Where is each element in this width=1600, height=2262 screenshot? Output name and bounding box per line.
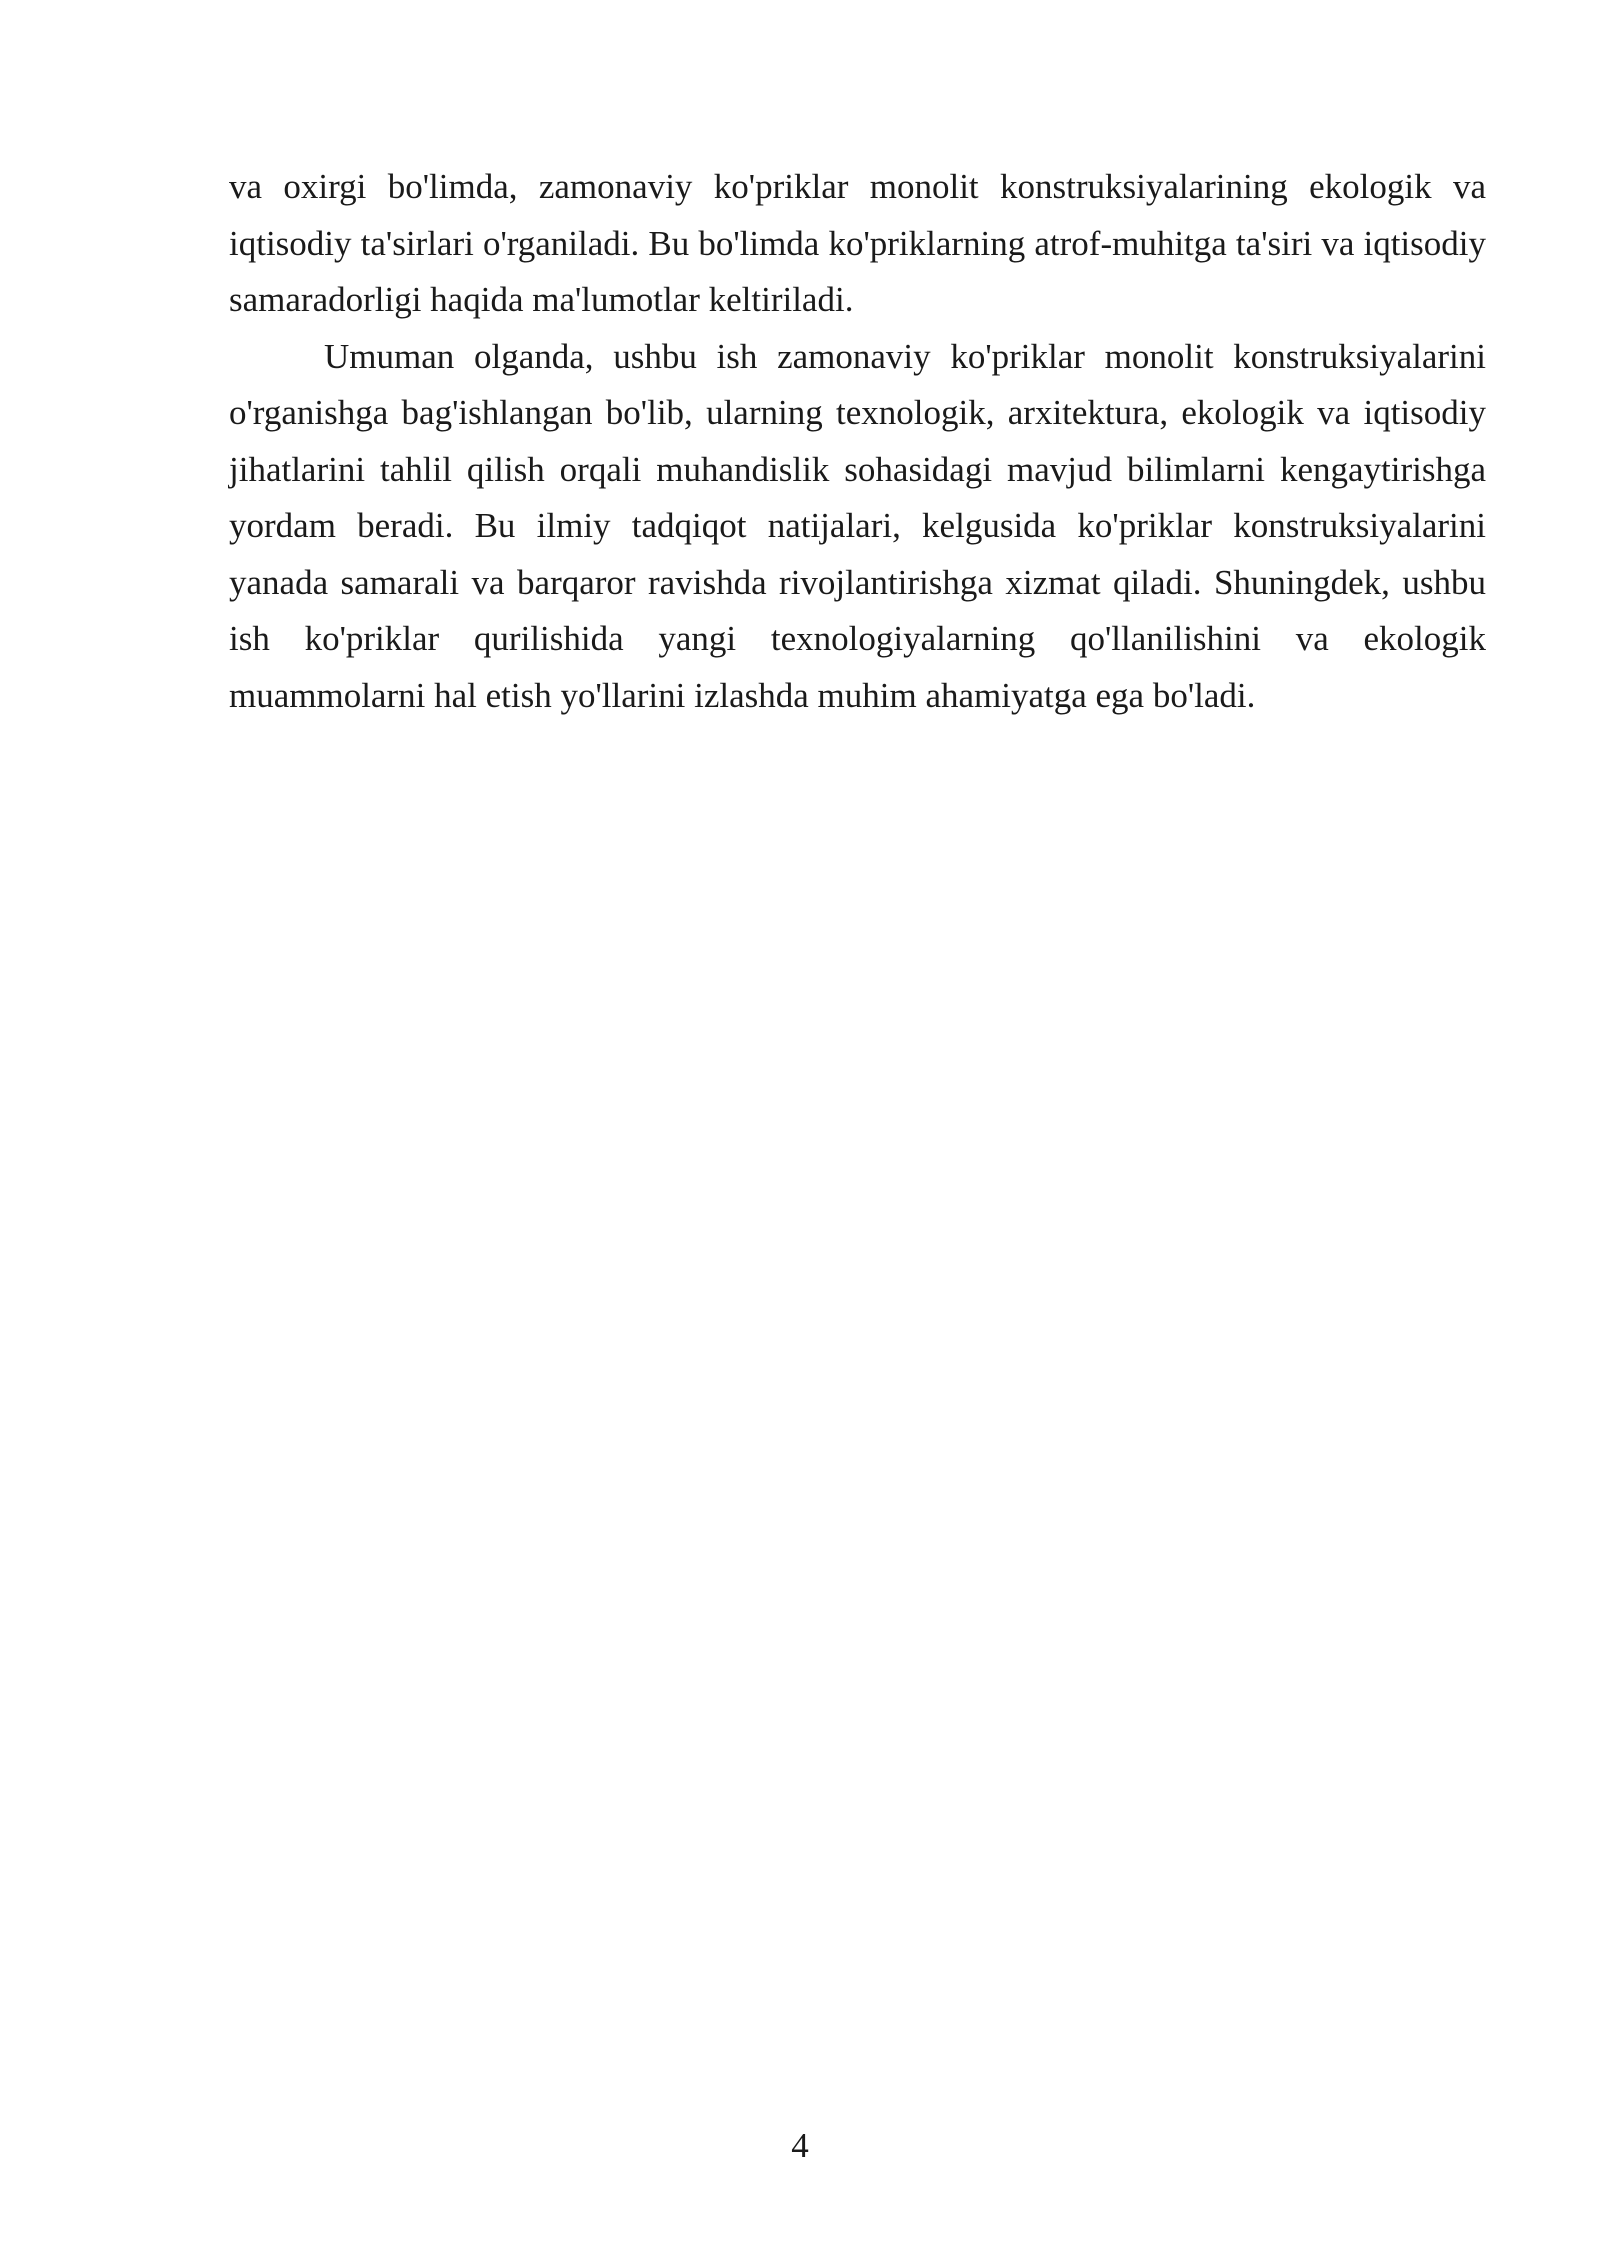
- page-number: 4: [791, 2126, 809, 2165]
- paragraph-summary: Umuman olganda, ushbu ish zamonaviy ko'priklar monolit konstruksiyalarini o'rganishga bag'ishlangan bo'lib, ularning texnologik, arxitektura, ekologik va iqtisodiy jihatlarini tahlil qilish orqali muhandislik sohasidagi mavjud bilimlarni kengaytirishga yordam beradi. Bu ilmiy tadqiqot natijalari, kelgusida ko'priklar konstruksiyalarini yanada samarali va barqaror ravishda rivojlantirishga xizmat qiladi. Shuningdek, ushbu ish ko'priklar qurilishida yangi texnologiyalarning qo'llanilishini va ekologik muammolarni hal etish yo'llarini izlashda muhim ahamiyatga ega bo'ladi.: [229, 336, 1486, 715]
- body-text: [229, 159, 1486, 724]
- paragraph-continuation: va oxirgi bo'limda, zamonaviy ko'priklar monolit konstruksiyalarining ekologik va iqtisodiy ta'sirlari o'rganiladi. Bu bo'limda ko'priklarning atrof-muhitga ta'siri va iqtisodiy samaradorligi haqida ma'lumotlar keltiriladi.: [229, 167, 1486, 319]
